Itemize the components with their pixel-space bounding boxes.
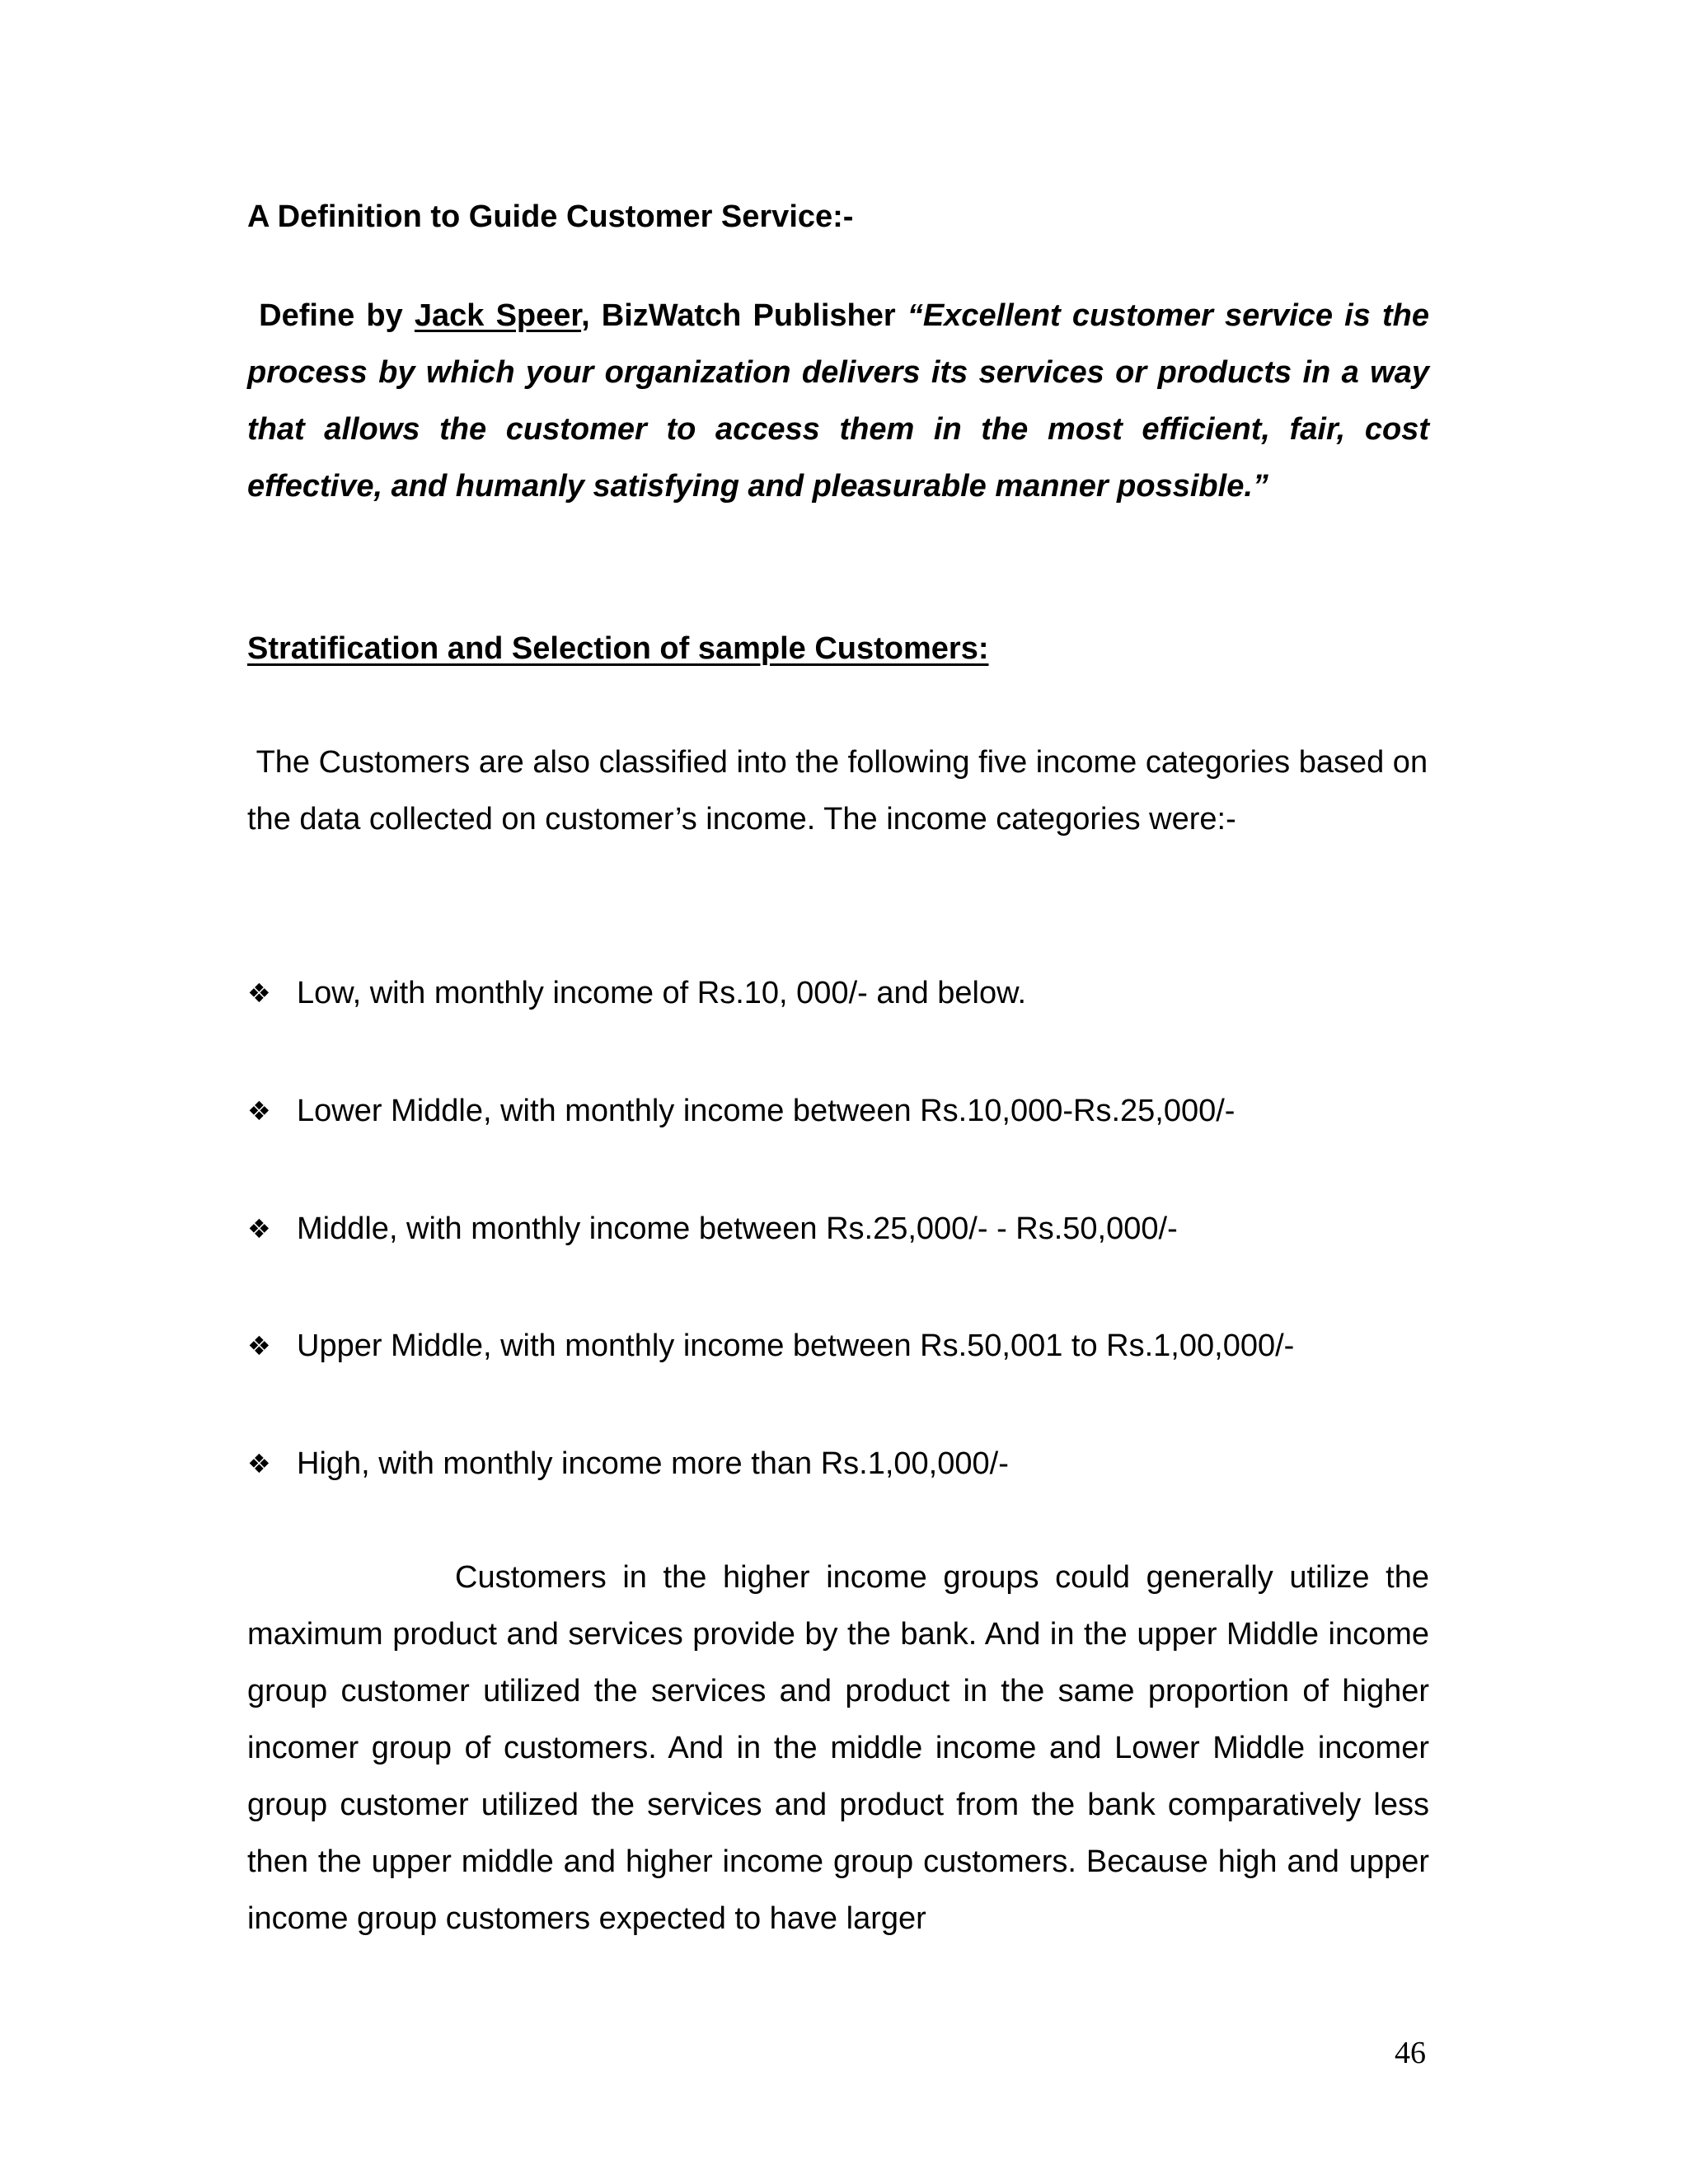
stratification-heading: Stratification and Selection of sample Customers:	[247, 631, 989, 666]
income-category-text: Lower Middle, with monthly income between Rs.10,000-Rs.25,000/-	[297, 1094, 1236, 1128]
intro-text: The Customers are also classified into the following five income categories based on the data collected on customer’s income. The income categories were:-	[247, 745, 1428, 837]
income-category-item	[247, 1210, 1178, 1248]
income-category-text: Middle, with monthly income between Rs.25,000/- - Rs.50,000/-	[297, 1212, 1178, 1246]
income-category-item	[247, 974, 1026, 1012]
intro-paragraph	[247, 734, 1434, 848]
diamond-bullet-icon: ❖	[247, 1449, 271, 1479]
diamond-bullet-icon: ❖	[247, 1331, 271, 1361]
author-name: Jack Speer	[414, 298, 582, 333]
income-category-item	[247, 1445, 1009, 1483]
body-paragraph-text: Customers in the higher income groups could generally utilize the maximum product and services provide by the bank. And in the upper Middle income group customer utilized the services and product in the same proportion of higher incomer group of customers. And in the middle income and Lower Middle incomer group customer utilized the services and product from the bank comparatively less then the upper middle and higher income group customers. Because high and upper income group customers expected to have larger	[247, 1560, 1429, 1936]
income-category-item	[247, 1327, 1294, 1365]
income-category-text: Upper Middle, with monthly income between Rs.50,001 to Rs.1,00,000/-	[297, 1329, 1295, 1363]
define-prefix: Define by	[259, 298, 415, 333]
diamond-bullet-icon: ❖	[247, 978, 271, 1008]
income-category-item	[247, 1092, 1235, 1130]
definition-paragraph	[247, 288, 1429, 515]
diamond-bullet-icon: ❖	[247, 1096, 271, 1126]
income-category-text: Low, with monthly income of Rs.10, 000/- and below.	[297, 976, 1027, 1010]
page-number: 46	[1395, 2036, 1426, 2070]
body-paragraph	[247, 1549, 1429, 1947]
definition-quote: “Excellent customer service is the process by which your organization delivers its services or products in a way that allows the customer to access them in the most efficient, fair, cost effective, and humanly satisfying and pleasurable manner possible.”	[247, 298, 1430, 504]
definition-heading: A Definition to Guide Customer Service:-	[247, 199, 854, 234]
author-suffix: , BizWatch Publisher	[581, 298, 907, 333]
income-category-text: High, with monthly income more than Rs.1,00,000/-	[297, 1446, 1009, 1481]
diamond-bullet-icon: ❖	[247, 1214, 271, 1244]
